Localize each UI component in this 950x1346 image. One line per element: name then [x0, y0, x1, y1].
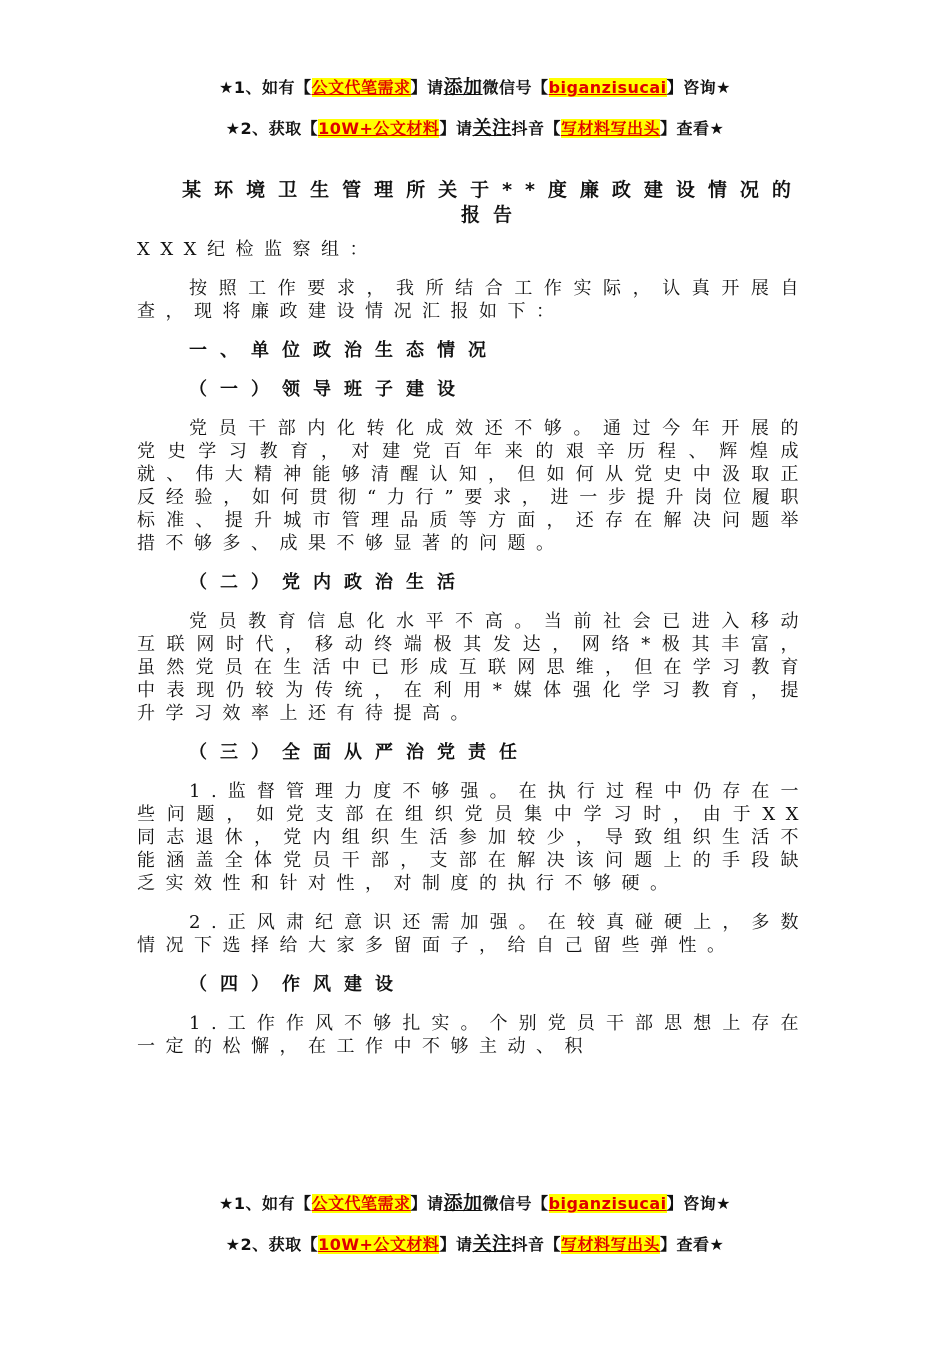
banner-emphasis: 添加 — [443, 1192, 483, 1214]
banner-highlight: 公文代笔需求 — [311, 78, 411, 97]
banner-text: 】请 — [410, 1194, 444, 1213]
banner-highlight: 公文代笔需求 — [311, 1194, 411, 1213]
banner-highlight: 10W+公文材料 — [318, 119, 440, 138]
banner-text: 】查看★ — [660, 1235, 725, 1254]
banner-text: 】请 — [439, 119, 473, 138]
subsection-heading: （三）全面从严治党责任 — [189, 742, 530, 763]
banner-douyin-account: 写材料写出头 — [560, 119, 660, 138]
salutation: XXX纪检监察组： — [137, 239, 378, 260]
banner-emphasis: 关注 — [472, 117, 512, 139]
banner-wechat-id: biganzisucai — [548, 78, 667, 97]
banner-text: 抖音【 — [511, 119, 561, 138]
banner-text: 微信号【 — [482, 1194, 549, 1213]
banner-text: 抖音【 — [511, 1235, 561, 1254]
banner-text: 】查看★ — [660, 119, 725, 138]
banner-text: ★1、如有【 — [219, 78, 312, 97]
banner-text: 】咨询★ — [666, 1194, 731, 1213]
body-paragraph: 2.正风肃纪意识还需加强。在较真碰硬上，多数情况下选择给大家多留面子，给自己留些弹性。 — [137, 912, 809, 956]
banner-emphasis: 添加 — [443, 76, 483, 98]
body-paragraph: 1.监督管理力度不够强。在执行过程中仍存在一些问题，如党支部在组织党员集中学习时，由于XX同志退休，党内组织生活参加较少，导致组织生活不能涵盖全体党员干部，支部在解决该问题上的手段缺乏实效性和针对性，对制度的执行不够硬。 — [137, 781, 809, 894]
promo-banner-top-line2 — [0, 113, 950, 140]
banner-wechat-id: biganzisucai — [548, 1194, 667, 1213]
body-paragraph: 党员教育信息化水平不高。当前社会已进入移动互联网时代，移动终端极其发达，网络*极其丰富，虽然党员在生活中已形成互联网思维，但在学习教育中表现仍较为传统，在利用*媒体强化学习教育，提升学习效率上还有待提高。 — [137, 611, 809, 724]
body-paragraph: 党员干部内化转化成效还不够。通过今年开展的党史学习教育，对建党百年来的艰辛历程、辉煌成就、伟大精神能够清醒认知，但如何从党史中汲取正反经验，如何贯彻“力行”要求，进一步提升岗位履职标准、提升城市管理品质等方面，还存在解决问题举措不够多、成果不够显著的问题。 — [137, 418, 809, 554]
document-title: 某环境卫生管理所关于**度廉政建设情况的报告 — [182, 179, 804, 226]
subsection-heading: （四）作风建设 — [189, 974, 406, 995]
banner-text: 】咨询★ — [666, 78, 731, 97]
banner-text: 微信号【 — [482, 78, 549, 97]
subsection-heading: （一）领导班子建设 — [189, 379, 468, 400]
banner-text: ★2、获取【 — [225, 119, 319, 138]
document-body — [137, 178, 809, 1058]
section-heading: 一、单位政治生态情况 — [189, 340, 499, 361]
promo-banner-bottom-line2 — [0, 1229, 950, 1256]
banner-text: 】请 — [439, 1235, 473, 1254]
subsection-heading: （二）党内政治生活 — [189, 572, 468, 593]
banner-emphasis: 关注 — [472, 1233, 512, 1255]
banner-text: ★1、如有【 — [219, 1194, 312, 1213]
body-paragraph: 1.工作作风不够扎实。个别党员干部思想上存在一定的松懈，在工作中不够主动、积 — [137, 1013, 809, 1057]
banner-highlight: 10W+公文材料 — [318, 1235, 440, 1254]
promo-banner-bottom-line1 — [0, 1188, 950, 1215]
banner-text: ★2、获取【 — [225, 1235, 319, 1254]
promo-banner-top-line1 — [0, 72, 950, 99]
banner-douyin-account: 写材料写出头 — [560, 1235, 660, 1254]
intro-paragraph: 按照工作要求，我所结合工作实际，认真开展自查，现将廉政建设情况汇报如下： — [137, 278, 809, 322]
banner-text: 】请 — [410, 78, 444, 97]
